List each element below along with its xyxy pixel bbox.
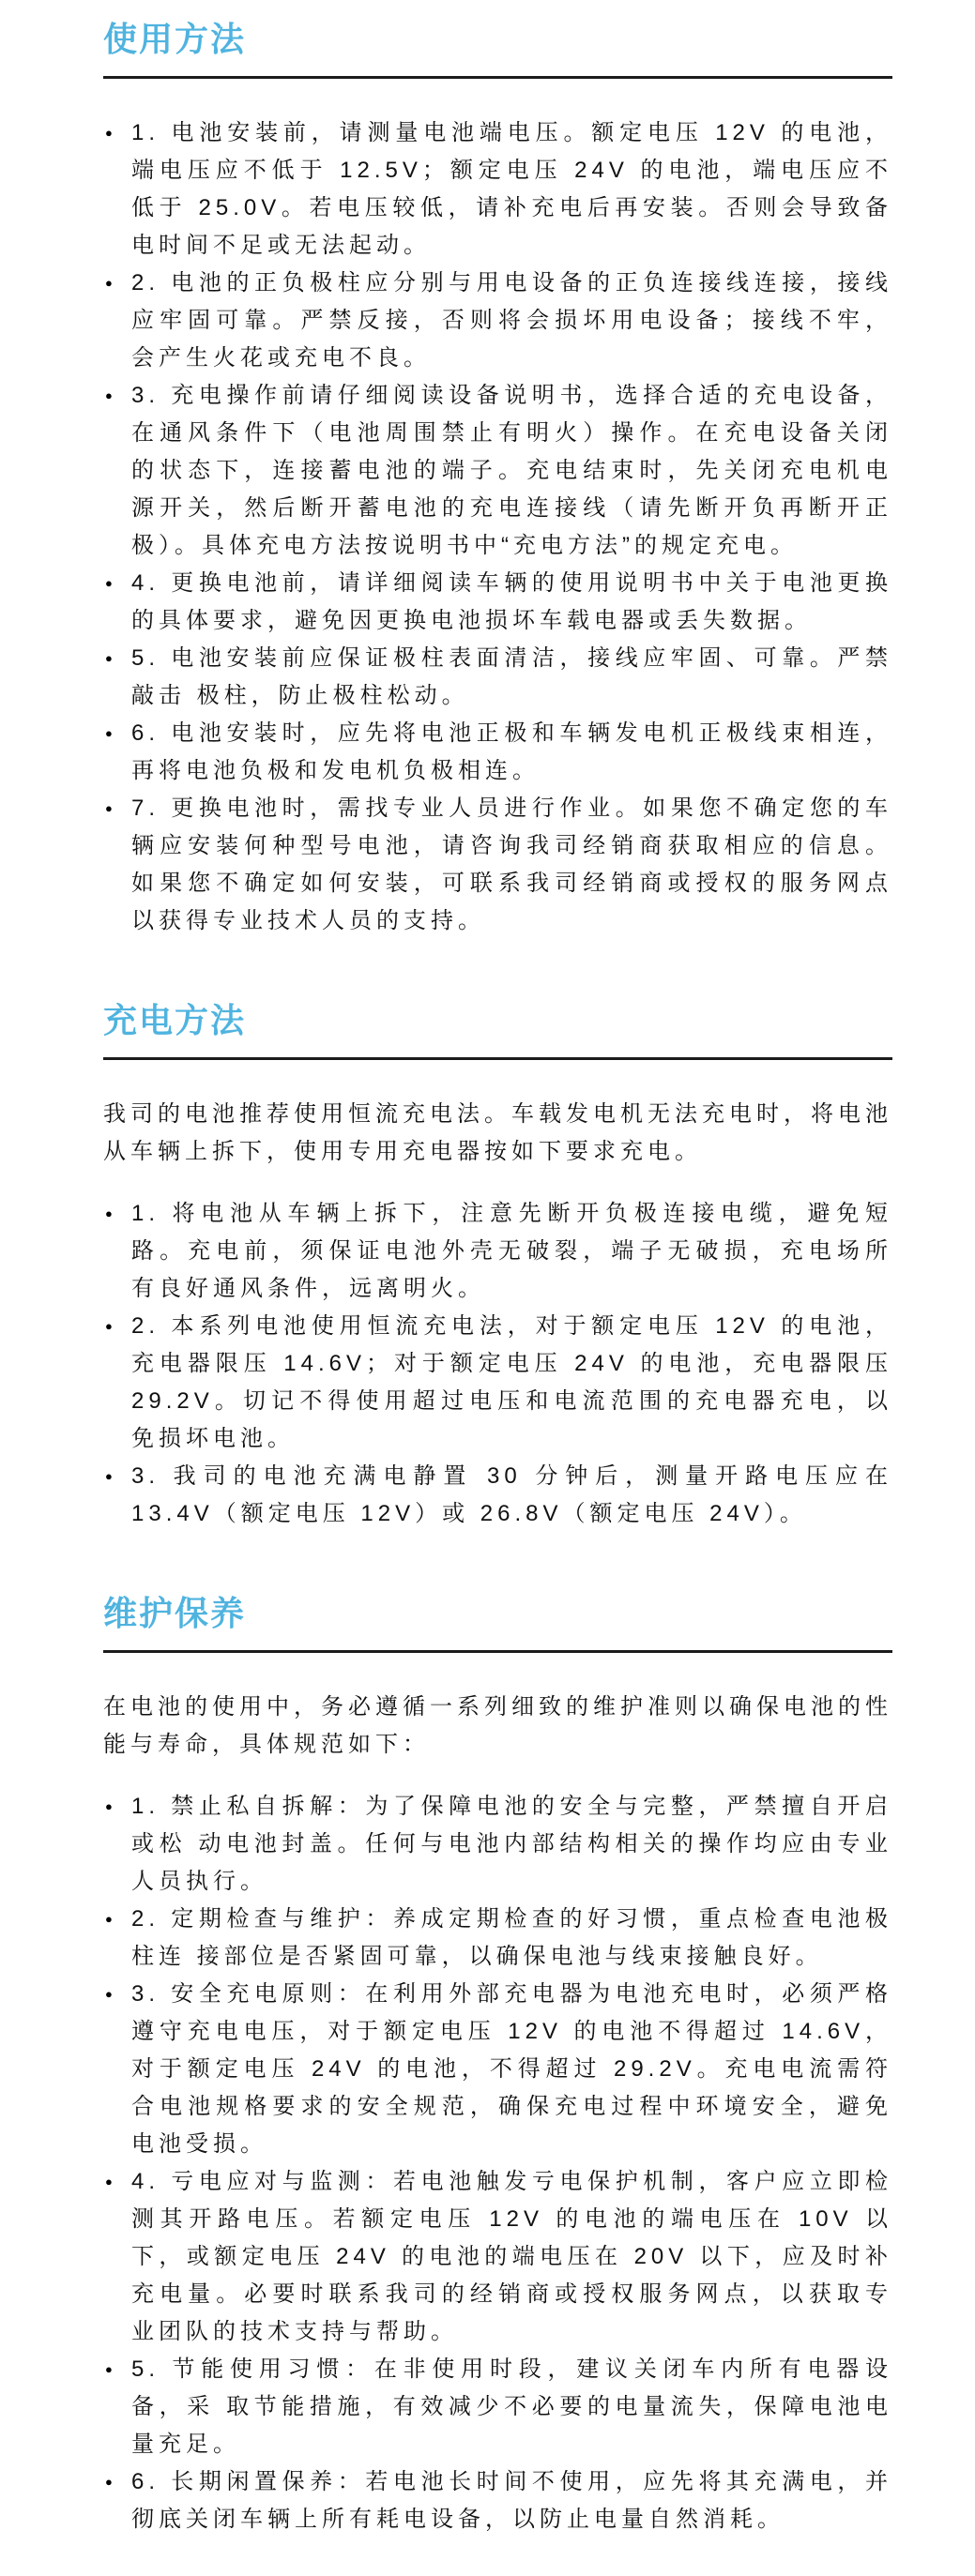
list-item xyxy=(103,114,892,265)
list-item-text: 2. 电池的正负极柱应分别与用电设备的正负连接线连接，接线应牢固可靠。严禁反接，否则将会损坏用电设备；接线不牢，会产生火花或充电不良。 xyxy=(131,270,892,371)
list-item xyxy=(103,1901,892,1976)
bullet-icon: ● xyxy=(105,651,113,665)
bullet-icon: ● xyxy=(105,576,113,590)
bullet-icon: ● xyxy=(105,1912,113,1926)
list-item-text: 6. 电池安装时，应先将电池正极和车辆发电机正极线束相连，再将电池负极和发电机负极相连。 xyxy=(131,720,892,783)
bullet-icon: ● xyxy=(105,388,113,402)
list-item xyxy=(103,715,892,790)
list-item xyxy=(103,1308,892,1458)
section-divider xyxy=(103,76,892,79)
charging-list xyxy=(103,1195,892,1533)
section-title-charging: 充电方法 xyxy=(103,1001,247,1039)
list-item xyxy=(103,565,892,640)
maintenance-list xyxy=(103,1788,892,2538)
bullet-icon: ● xyxy=(105,1206,113,1220)
section-title-maintenance: 维护保养 xyxy=(103,1594,247,1632)
bullet-icon: ● xyxy=(105,726,113,740)
bullet-icon: ● xyxy=(105,801,113,815)
list-item-text: 2. 定期检查与维护：养成定期检查的好习惯，重点检查电池极柱连 接部位是否紧固可靠，以确保电池与线束接触良好。 xyxy=(131,1906,892,1969)
section-title-usage: 使用方法 xyxy=(103,20,247,58)
bullet-icon: ● xyxy=(105,276,113,290)
section-usage-method xyxy=(103,13,892,940)
list-item-text: 3. 充电操作前请仔细阅读设备说明书，选择合适的充电设备，在通风条件下（电池周围禁止有明火）操作。在充电设备关闭的状态下，连接蓄电池的端子。充电结束时，先关闭充电机电源开关，然后断开蓄电池的充电连接线（请先断开负再断开正极）。具体充电方法按说明书中“充电方法”的规定充电。 xyxy=(131,383,892,558)
usage-list xyxy=(103,114,892,940)
bullet-icon: ● xyxy=(105,2174,113,2189)
list-item-text: 5. 节能使用习惯：在非使用时段，建议关闭车内所有电器设备，采 取节能措施，有效减少不必要的电量流失，保障电池电量充足。 xyxy=(131,2356,892,2457)
section-divider xyxy=(103,1650,892,1653)
list-item-text: 2. 本系列电池使用恒流充电法，对于额定电压 12V 的电池，充电器限压 14.6V；对于额定电压 24V 的电池，充电器限压 29.2V。切记不得使用超过电压和电流范围的充电器充电，以免损坏电池。 xyxy=(131,1313,892,1451)
list-item-text: 3. 安全充电原则：在利用外部充电器为电池充电时，必须严格遵守充电电压，对于额定电压 12V 的电池不得超过 14.6V，对于额定电压 24V 的电池，不得超过 29.2V。充电电流需符合电池规格要求的安全规范，确保充电过程中环境安全，避免电池受损。 xyxy=(131,1981,892,2157)
section-charging-method xyxy=(103,994,892,1533)
list-item-text: 1. 将电池从车辆上拆下，注意先断开负极连接电缆，避免短路。充电前，须保证电池外壳无破裂，端子无破损，充电场所有良好通风条件，远离明火。 xyxy=(131,1201,892,1301)
list-item-text: 3. 我司的电池充满电静置 30 分钟后，测量开路电压应在 13.4V（额定电压 12V）或 26.8V（额定电压 24V）。 xyxy=(131,1463,892,1526)
section-intro: 我司的电池推荐使用恒流充电法。车载发电机无法充电时，将电池从车辆上拆下，使用专用充电器按如下要求充电。 xyxy=(103,1101,892,1164)
list-item xyxy=(103,1976,892,2163)
list-item xyxy=(103,265,892,377)
bullet-icon: ● xyxy=(105,1987,113,2001)
section-intro: 在电池的使用中，务必遵循一系列细致的维护准则以确保电池的性能与寿命，具体规范如下： xyxy=(103,1694,892,1757)
list-item-text: 1. 禁止私自拆解：为了保障电池的安全与完整，严禁擅自开启或松 动电池封盖。任何与电池内部结构相关的操作均应由专业人员执行。 xyxy=(131,1794,892,1894)
list-item-text: 6. 长期闲置保养：若电池长时间不使用，应先将其充满电，并彻底关闭车辆上所有耗电设备，以防止电量自然消耗。 xyxy=(131,2469,892,2532)
list-item xyxy=(103,1195,892,1308)
list-item xyxy=(103,790,892,940)
list-item-text: 4. 更换电池前，请详细阅读车辆的使用说明书中关于电池更换的具体要求，避免因更换电池损坏车载电器或丢失数据。 xyxy=(131,570,892,633)
bullet-icon: ● xyxy=(105,2362,113,2376)
list-item xyxy=(103,2463,892,2538)
list-item-text: 7. 更换电池时，需找专业人员进行作业。如果您不确定您的车辆应安装何种型号电池，请咨询我司经销商获取相应的信息。如果您不确定如何安装，可联系我司经销商或授权的服务网点以获得专业技术人员的支持。 xyxy=(131,796,892,933)
list-item-text: 5. 电池安装前应保证极柱表面清洁，接线应牢固、可靠。严禁敲击 极柱，防止极柱松动。 xyxy=(131,645,892,708)
bullet-icon: ● xyxy=(105,1799,113,1813)
list-item xyxy=(103,2351,892,2463)
list-item xyxy=(103,377,892,565)
list-item xyxy=(103,2163,892,2351)
bullet-icon: ● xyxy=(105,126,113,140)
list-item xyxy=(103,1788,892,1901)
list-item xyxy=(103,640,892,715)
list-item xyxy=(103,1458,892,1533)
bullet-icon: ● xyxy=(105,1319,113,1333)
section-maintenance xyxy=(103,1587,892,2538)
list-item-text: 1. 电池安装前，请测量电池端电压。额定电压 12V 的电池，端电压应不低于 12.5V；额定电压 24V 的电池，端电压应不低于 25.0V。若电压较低，请补充电后再安装。否则会导致备电时间不足或无法起动。 xyxy=(131,120,892,258)
list-item-text: 4. 亏电应对与监测：若电池触发亏电保护机制，客户应立即检测其开路电压。若额定电压 12V 的电池的端电压在 10V 以下，或额定电压 24V 的电池的端电压在 20V 以下，应及时补充电量。必要时联系我司的经销商或授权服务网点，以获取专业团队的技术支持与帮助。 xyxy=(131,2169,892,2344)
bullet-icon: ● xyxy=(105,2475,113,2489)
bullet-icon: ● xyxy=(105,1469,113,1483)
section-divider xyxy=(103,1057,892,1060)
